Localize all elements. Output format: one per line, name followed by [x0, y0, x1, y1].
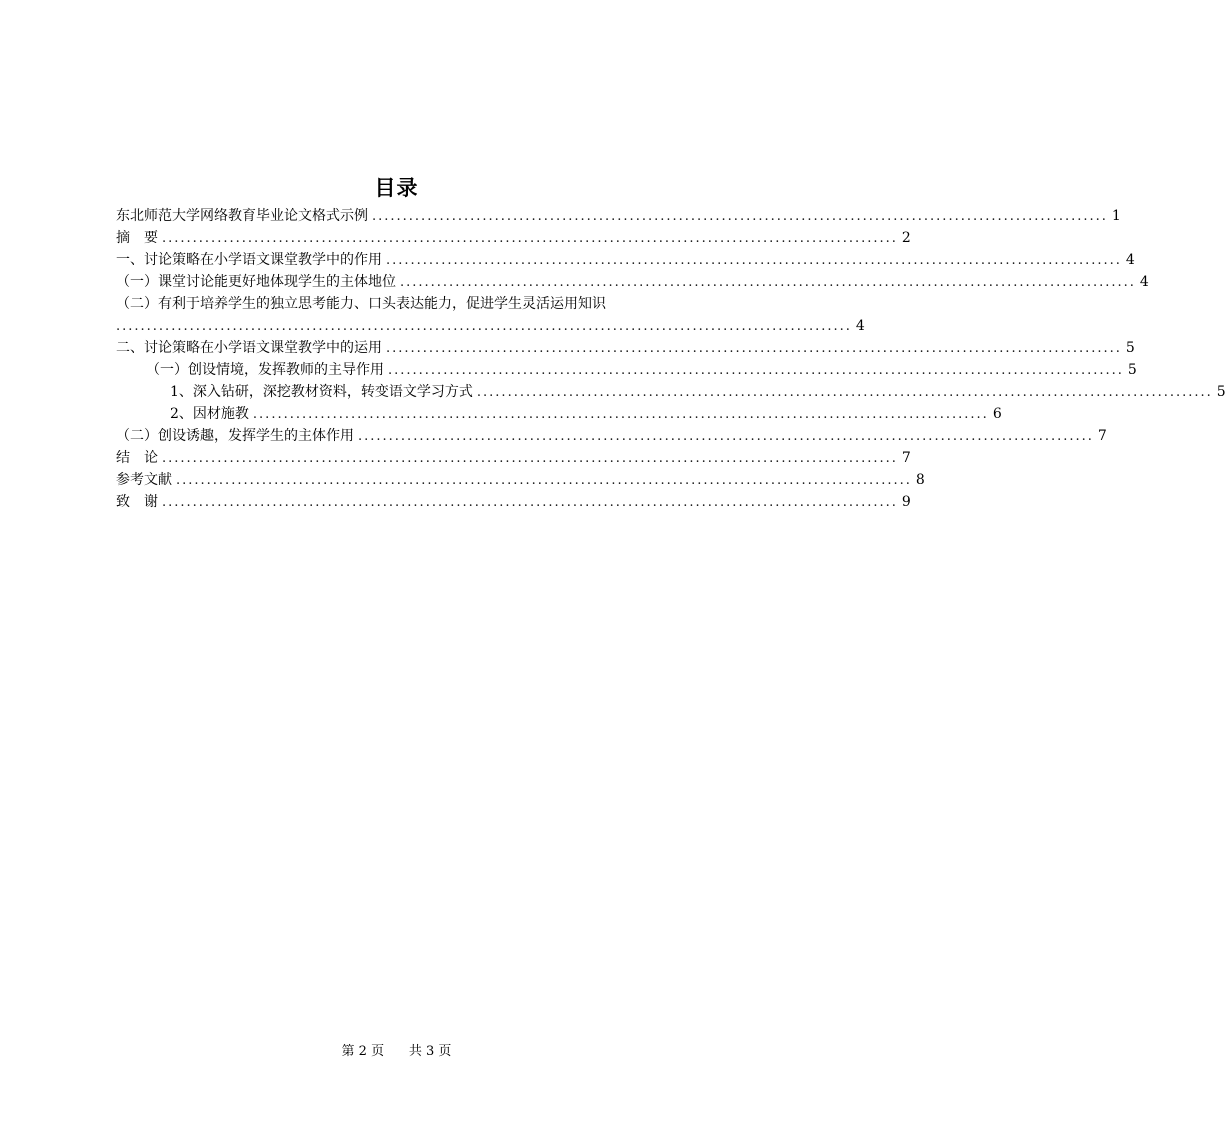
toc-entry-title: 东北师范大学网络教育毕业论文格式示例	[116, 208, 368, 224]
toc-entry[interactable]	[116, 381, 1226, 403]
toc-entry-title: 一、讨论策略在小学语文课堂教学中的作用	[116, 252, 382, 268]
page-title: 目录	[374, 176, 419, 200]
total-pages-label: 共 3 页	[408, 1044, 452, 1059]
toc-leader-dots: ........................................................................................................................	[400, 275, 1136, 290]
toc-leader-dots: ........................................................................................................................	[252, 407, 989, 422]
toc-leader-dots: ........................................................................................................................	[372, 209, 1108, 224]
toc-page-number: 5	[1216, 384, 1226, 400]
toc-leader-dots: ........................................................................................................................	[116, 319, 852, 334]
toc-entry[interactable]	[116, 249, 1135, 271]
toc-entry[interactable]	[116, 337, 1135, 359]
toc-page-number: 6	[992, 406, 1002, 422]
toc-entry[interactable]	[116, 359, 1137, 381]
toc-page-number: 7	[901, 450, 911, 466]
toc-entry-title: 2、因材施教	[170, 406, 249, 422]
toc-entry[interactable]	[116, 205, 1121, 227]
toc-entry[interactable]	[116, 491, 911, 513]
table-of-contents	[116, 205, 1226, 513]
toc-leader-dots: ........................................................................................................................	[162, 495, 898, 510]
toc-leader-dots: ........................................................................................................................	[176, 473, 912, 488]
toc-entry[interactable]	[116, 447, 911, 469]
toc-leader-dots: ........................................................................................................................	[386, 341, 1122, 356]
toc-entry[interactable]	[116, 293, 682, 315]
toc-entry[interactable]	[116, 469, 925, 491]
toc-page-number: 5	[1125, 340, 1135, 356]
toc-leader-dots: ........................................................................................................................	[162, 231, 898, 246]
toc-entry-title: （一）创设情境，发挥教师的主导作用	[146, 362, 384, 378]
toc-page-number: 7	[1097, 428, 1107, 444]
toc-page-number: 9	[901, 494, 911, 510]
toc-entry-title: （一）课堂讨论能更好地体现学生的主体地位	[116, 274, 396, 290]
toc-entry-title: 1、深入钻研，深挖教材资料，转变语文学习方式	[170, 384, 473, 400]
toc-entry-continuation[interactable]	[116, 315, 865, 337]
toc-entry-title: （二）有利于培养学生的独立思考能力、口头表达能力，促进学生灵活运用知识	[116, 296, 606, 312]
toc-leader-dots: ........................................................................................................................	[476, 385, 1213, 400]
toc-entry-title: 参考文献	[116, 472, 172, 488]
toc-page-number: 1	[1111, 208, 1121, 224]
toc-entry-title: 致 谢	[116, 494, 158, 510]
toc-leader-dots: ........................................................................................................................	[388, 363, 1124, 378]
page-footer	[0, 1040, 793, 1059]
toc-entry-title: 结 论	[116, 450, 158, 466]
toc-page-number: 4	[1139, 274, 1149, 290]
toc-page-number: 8	[915, 472, 925, 488]
toc-entry-title: （二）创设诱趣，发挥学生的主体作用	[116, 428, 354, 444]
toc-leader-dots: ........................................................................................................................	[358, 429, 1094, 444]
toc-leader-dots: ........................................................................................................................	[162, 451, 898, 466]
toc-page-number: 4	[1125, 252, 1135, 268]
current-page-label: 第 2 页	[341, 1044, 385, 1059]
toc-page-number: 4	[855, 318, 865, 334]
toc-entry[interactable]	[116, 425, 1107, 447]
toc-entry[interactable]	[116, 271, 1149, 293]
toc-entry-title: 摘 要	[116, 230, 158, 246]
toc-entry[interactable]	[116, 403, 1002, 425]
toc-page-number: 5	[1127, 362, 1137, 378]
toc-entry-title: 二、讨论策略在小学语文课堂教学中的运用	[116, 340, 382, 356]
toc-entry[interactable]	[116, 227, 911, 249]
toc-leader-dots: ........................................................................................................................	[386, 253, 1122, 268]
toc-page-number: 2	[901, 230, 911, 246]
